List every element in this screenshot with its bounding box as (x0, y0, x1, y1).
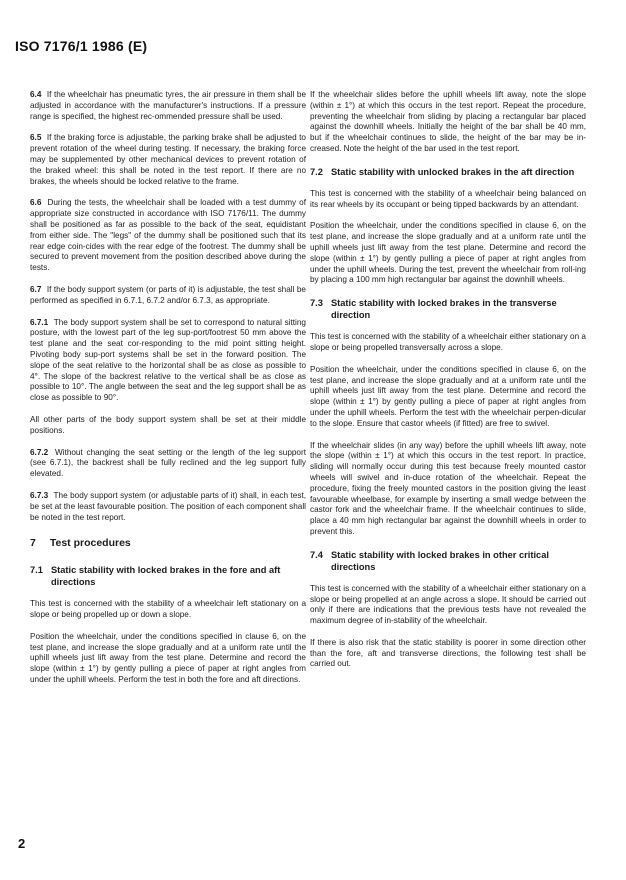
clause-7-1-continued (310, 90, 586, 155)
clause-6-4 (30, 90, 306, 122)
page-number: 2 (18, 836, 26, 851)
clause-number: 6.4 (30, 90, 42, 99)
clause-text: The body support system (or adjustable parts of it) shall, in each test, be set at the least favourable position. The position of each component shall be noted in the test report. (30, 490, 306, 522)
clause-6-6 (30, 198, 306, 274)
clause-7-3-procedure (310, 365, 586, 430)
subsection-title: Static stability with locked brakes in other critical directions (330, 549, 549, 572)
clause-7-1-procedure (30, 632, 306, 686)
clause-number: 6.7.3 (30, 490, 49, 500)
section-number: 7 (30, 537, 36, 550)
clause-7-2-intro (310, 189, 586, 211)
clause-6-5 (30, 133, 306, 187)
clause-6-7-2 (30, 448, 306, 480)
clause-number: 6.7.1 (30, 317, 49, 327)
subsection-heading-7-3 (310, 297, 586, 321)
subsection-heading-7-2 (310, 166, 586, 178)
clause-text: This test is concerned with the stability of a wheelchair either stationary on a slope or being propelled at an angle across a slope. It should be carried out only if there are indications that the previous tests have not revealed the maximum degree of in-stability of the wheelchair. (310, 583, 586, 626)
clause-6-7-3 (30, 491, 306, 523)
clause-text: If the wheelchair slides before the uphill wheels lift away, note the slope (within ± 1°) at which this occurs in the test report. Repeat the procedure, preventing the wheelchair from sliding by placing a rectangular bar placed against the downhill wheels. Initially the height of the bar shall be 40 mm, but if the wheelchair continues to slide, the height of the bar may be in-creased. Note the height of the bar used in the test report. (310, 90, 586, 153)
clause-6-7-1 (30, 318, 306, 404)
clause-text: Position the wheelchair, under the conditions specified in clause 6, on the test plane, and increase the slope gradually and at a uniform rate until the uphill wheels just lift away from the test plane. Determine and record the slope (within ± 1°) by gently pulling a piece of paper at right angles from under the uphill wheels. During the test, prevent the wheelchair from roll-ing by placing a 100 mm high rectangular bar against the downhill wheels. (310, 221, 586, 285)
clause-7-3-sliding (310, 441, 586, 538)
clause-text: All other parts of the body support system shall be set at their middle positions. (30, 414, 306, 435)
subsection-heading-7-4 (310, 549, 586, 573)
right-column (310, 90, 586, 681)
clause-text: Without changing the seat setting or the length of the leg support (see 6.7.1), the backrest shall be fully reclined and the leg support fully elevated. (30, 447, 306, 479)
clause-text: If the wheelchair has pneumatic tyres, the air pressure in them shall be adjusted in accordance with the manufacturer's instructions. If a pressure range is specified, the highest rec-ommended pressure shall be used. (30, 90, 306, 121)
clause-6-7-1-continued (30, 415, 306, 437)
section-heading-7 (30, 537, 306, 550)
clause-text: Position the wheelchair, under the conditions specified in clause 6, on the test plane, and increase the slope gradually and at a uniform rate until the uphill wheels just lift away from the test plane. Determine and record the slope (within ± 1°) by gently pulling a piece of paper at right angles from under the uphill wheels. Perform the test with the wheelchair perpen-dicular to the slope. Ensure that castor wheels (if fitted) are free to swivel. (310, 364, 586, 428)
clause-text: Position the wheelchair, under the conditions specified in clause 6, on the test plane, and increase the slope gradually and at a uniform rate until the uphill wheels just lift away from the test plane. Determine and record the slope (within ± 1°) by gently pulling a piece of paper at right angles from under the uphill wheels. Perform the test in both the fore and aft directions. (30, 631, 306, 685)
subsection-number: 7.1 (30, 565, 43, 576)
clause-text: If the wheelchair slides (in any way) before the uphill wheels lift away, note the slope (within ± 1°) at which this occurs in the test report. In practice, sliding will normally occur during this test because freely mounted castor wheels will swivel and in-duce rotation of the wheelchair. Repeat the procedure, fixing the freely mounted castors in the position giving the least favourable wheelbase, for example by inserting a small wedge between the castor fork and the wheelchair frame. If the wheelchair continues to slide, place a 40 mm high rectangular bar against the downhill wheels in order to prevent this. (310, 440, 586, 536)
clause-number: 6.7.2 (30, 447, 49, 457)
subsection-title: Static stability with locked brakes in the fore and aft directions (50, 565, 281, 588)
clause-number: 6.7 (30, 284, 42, 294)
clause-text: If there is also risk that the static stability is poorer in some direction other than the fore, aft and transverse directions, the following test shall be carried out. (310, 637, 586, 669)
clause-text: This test is concerned with the stability of a wheelchair being balanced on its rear wheels by its occupant or being tipped backwards by an attendant. (310, 188, 586, 209)
clause-text: During the tests, the wheelchair shall be loaded with a test dummy of appropriate size constructed in accordance with ISO 7176/11. The dummy shall be positioned as far as possible to the back of the seat, equidistant from either side. The "legs" of the dummy shall be positioned such that its rear edge coin-cides with the rear edge of the footrest. The dummy shall be secured to prevent movement from the position described above during the tests. (30, 198, 306, 273)
clause-text: This test is concerned with the stability of a wheelchair left stationary on a slope or being propelled up or down a slope. (30, 599, 306, 620)
subsection-title: Static stability with unlocked brakes in the aft direction (330, 166, 575, 177)
clause-7-4-intro (310, 584, 586, 627)
clause-number: 6.6 (30, 198, 42, 208)
document-header: ISO 7176/1 1986 (E) (15, 38, 148, 54)
left-column (30, 90, 306, 697)
clause-text: If the braking force is adjustable, the parking brake shall be adjusted to prevent rotation of the wheel during testing. If necessary, the braking force may be supplemented by other mechanical devices to prevent rotation of the braked wheel: this shall be noted in the test report. If there are no brakes, the wheels should be locked relative to the frame. (30, 133, 306, 186)
subsection-number: 7.3 (310, 298, 323, 309)
subsection-title: Static stability with locked brakes in the transverse direction (330, 298, 557, 321)
subsection-number: 7.2 (310, 166, 323, 177)
clause-7-2-procedure (310, 221, 586, 286)
clause-number: 6.5 (30, 133, 42, 143)
clause-7-3-intro (310, 332, 586, 354)
clause-text: If the body support system (or parts of it) is adjustable, the test shall be performed as specified in 6.7.1, 6.7.2 and/or 6.7.3, as appropriate. (30, 284, 306, 305)
clause-text: The body support system shall be set to correspond to natural sitting posture, with the lowest part of the leg sup-port/footrest 50 mm above the test plane and the seat cor-responding to the mid point sitting height. Pivoting body sup-port systems shall be set in the forward position. The slope of the seat relative to the horizontal shall be as close as possible to 4°. The slope of the backrest relative to the vertical shall be as close as possible to 10°. The angle between the seat and the leg support shall be as close as possible to 90°. (30, 317, 306, 403)
section-title: Test procedures (49, 537, 131, 550)
subsection-number: 7.4 (310, 549, 323, 560)
clause-7-1-intro (30, 599, 306, 621)
clause-text: This test is concerned with the stability of a wheelchair either stationary on a slope or being propelled transversally across a slope. (310, 332, 586, 352)
clause-6-7 (30, 285, 306, 307)
clause-7-4-scope (310, 638, 586, 670)
subsection-heading-7-1 (30, 564, 306, 588)
